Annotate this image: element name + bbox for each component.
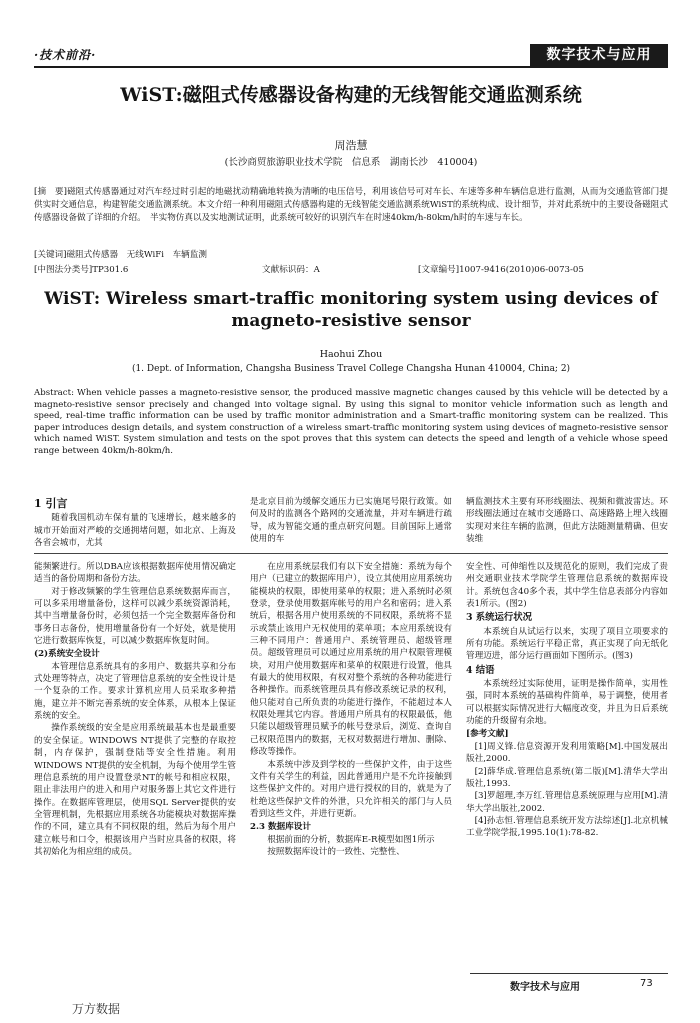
paper-title-cn: WiST:磁阻式传感器设备构建的无线智能交通监测系统	[120, 84, 582, 106]
section-heading: 4 结语	[466, 664, 495, 676]
body-column-2	[250, 561, 452, 936]
intro-heading: 1 引言	[34, 497, 68, 510]
keywords-cn: [关键词]磁阻式传感器 无线WiFi 车辆监测	[34, 250, 207, 260]
body-paragraph: 能频繁进行。所以DBA应该根据数据库使用情况确定适当的备份周期和备份方法。	[34, 562, 236, 585]
footer-journal-name: 数字技术与应用	[510, 982, 580, 993]
journal-badge: 数字技术与应用	[530, 44, 668, 66]
footer-rule	[470, 973, 668, 974]
body-paragraph: 本系统自从试运行以来，实现了项目立项要求的所有功能。系统运行平稳正常，真正实现了向无纸化管理迈进，部分运行画面如下图所示。(图3)	[466, 626, 668, 662]
body-paragraph: 本系统经过实际使用，证明是操作简单，实用性强，同时本系统的基础构件简单，易于调整，使用者可以根据实际情况进行大幅度改变，并且为日后系统功能的升级留有余地。	[466, 679, 668, 727]
article-number: [文章编号]1007-9416(2010)06-0073-05	[418, 265, 584, 275]
body-paragraph: 对于修改频繁的学生管理信息系统数据库而言，可以多采用增量备份，这样可以减少系统资源消耗，其中当增量备份时，必须包括一个完全数据库备份和事务日志备份，使用增量备份有一个好处，就是使用它进行数据库恢复，可以减少数据库恢复时间。	[34, 586, 236, 647]
intro-paragraph: 随着我国机动车保有量的飞速增长，越来越多的城市开始面对严峻的交通拥堵问题，如北京、上海及各省会城市，尤其	[34, 513, 236, 549]
body-paragraph: 在应用系统层我们有以下安全措施：系统为每个用户（已建立的数据库用户），设立其使用应用系统功能模块的权限，即使用菜单的权限；进入系统时必须登录，登录使用数据库帐号的用户名和密码；进入系统后，根据各用户使用系统的不同权限，系统将不显示或禁止该用户无权使用的菜单项；本应用系统设有三种不同用户：普通用户、系统管理员、超级管理员。超级管理员可以通过应用系统的用户权限管理模块，对用户使用数据库和菜单的权限进行设置，他具有最大的使用权限，有权对整个系统的各种功能进行各种操作。而系统管理员具有修改系统记录的权利，他只能对自己所负责的功能进行操作，不能超过本人权限处理其它内容。普通用户所具有的权限最低，他只能以超级管理员赋予的帐号登录后，浏览、查询自己权限范围内的数据，无权对数据进行增加、删除、修改等操作。	[250, 562, 452, 758]
watermark-text: 万方数据	[72, 1002, 121, 1016]
subsection-heading: (2)系统安全设计	[34, 649, 100, 660]
author-cn: 周浩慧	[334, 139, 368, 152]
body-paragraph: 根据前面的分析，数据库E-R模型如图1所示	[267, 834, 435, 845]
intro-column-2	[250, 496, 452, 545]
intro-paragraph: 辆监测技术主要有环形线圈法、视频和微波雷达。环形线圈法通过在城市交通路口、高速路路上埋入线圈实现对来往车辆的监测，但此方法随测量精确、但安装维	[466, 497, 668, 545]
body-paragraph: 本系统中涉及到学校的一些保护文件，由于这些文件有关学生的利益，因此普通用户是不允许接触到这些保护文件的。对用户进行授权的目的，就是为了杜绝这些保护文件的外泄，只允许相关的部门与人员看到这些文件，并进行更新。	[250, 759, 452, 819]
body-column-1	[34, 561, 236, 936]
page-number: 73	[640, 978, 653, 989]
abstract-cn: [摘 要]磁阻式传感器通过对汽车经过时引起的地磁扰动精确地转换为清晰的电压信号，利用该信号可对车长、车速等多种车辆信息进行监测，从而为交通监管部门提供实时交通信息，构建智能交通监测系统。本文介绍一种利用磁阻式传感器构建的无线智能交通监测系统WiST的系统构成、设计细节，并对此系统中的主要设备磁阻式传感器设备做了详细的介绍。 半实物仿真以及实地测试证明，此系统可较好的识别汽车在时速40km/h-80km/h时的车速与车长。	[34, 187, 668, 223]
body-paragraph: 本管理信息系统具有的多用户、数据共享和分布式处理等特点，决定了管理信息系统的安全性设计是一个复杂的工作。要求计算机应用人员采取多种措施，建立并不断完善系统的安全体系，从根本上保证系统的安全。	[34, 661, 236, 722]
affiliation-en: (1. Dept. of Information, Changsha Business Travel College Changsha Hunan 410004, China; 2)	[131, 364, 571, 374]
header-rule	[34, 66, 668, 68]
reference-item: [1]周义锋.信息资源开发利用策略[M].中国发展出版社,2000.	[466, 741, 668, 765]
references-heading: [参考文献]	[466, 729, 509, 740]
paper-title-en: WiST: Wireless smart-traffic monitoring system using devices of magneto-resistive sensor	[44, 289, 658, 331]
section-divider	[34, 553, 668, 554]
body-paragraph: 安全性、可伸缩性以及规范化的原则，我们完成了贵州交通职业技术学院学生管理信息系统的数据库设计。系统包含40多个表，其中学生信息表部分内容如表1所示。(图2)	[466, 562, 668, 610]
body-paragraph: 操作系统级的安全是应用系统最基本也是最重要的安全保证。WINDOWS NT提供了完整的存取控制，内存保护，强制登陆等安全性措施。利用WINDOWS NT提供的安全机制，为每个使用学生管理信息系统的用户设置登录NT的帐号和相应权限，阻止非法用户的进入和用户对服务器上其它文件进行操作。在数据库管理层，使用SQL Server提供的安全管理机制，先根据应用系统各功能模块对数据库操作的不同，建立具有不同权限的组，然后为每个用户建立帐号和口令，根据该用户当时应具备的权限，将其初始化为相应组的成员。	[34, 723, 236, 857]
section-heading: 3 系统运行状况	[466, 612, 533, 624]
reference-item: [3]罗超理,李万红.管理信息系统原理与应用[M].清华大学出版社,2002.	[466, 791, 668, 814]
body-column-3	[466, 561, 668, 936]
reference-item: [4]孙志恒.管理信息系统开发方法综述[J].北京机械工业学院学报,1995.10(1):78-82.	[466, 815, 668, 839]
section-label: ·技术前沿·	[34, 48, 97, 62]
classification-row	[34, 263, 668, 276]
intro-column-1	[34, 496, 236, 549]
subsection-heading: 2.3 数据库设计	[250, 822, 311, 833]
body-paragraph: 按照数据库设计的一致性、完整性、	[267, 846, 405, 857]
affiliation-cn: (长沙商贸旅游职业技术学院 信息系 湖南长沙 410004)	[224, 157, 478, 168]
intro-paragraph: 是北京目前为缓解交通压力已实施尾号限行政策。如何及时的监测各个路网的交通流量，并对车辆进行疏导，成为智能交通的重点研究问题。目前国际上通常使用的车	[250, 497, 452, 545]
doc-code: 文献标识码：A	[262, 265, 320, 275]
abstract-en: Abstract: When vehicle passes a magneto-resistive sensor, the produced massive magnetic changes caused by this vehicle will be detected by a magneto-resistive sensor precisely and changed into voltage signal. By using this signal to monitor vehicle information such as length and speed, real-time traffic information can be used by traffic monitor administration and a Smart-traffic monitoring system can be realized. This paper introduces design details, and system construction of a wireless smart-traffic monitoring system using devices of magneto-resistive sensor which named WiST. System simulation and tests on the spot proves that this system can detects the speed and length of a vehicle whose speed range between 40km/h-80km/h.	[34, 388, 668, 456]
reference-item: [2]薛华成.管理信息系统(第二版)[M].清华大学出版社,1993.	[466, 766, 668, 789]
intro-column-3	[466, 496, 668, 545]
clc-number: [中图法分类号]TP301.6	[34, 265, 129, 275]
author-en: Haohui Zhou	[319, 349, 383, 360]
